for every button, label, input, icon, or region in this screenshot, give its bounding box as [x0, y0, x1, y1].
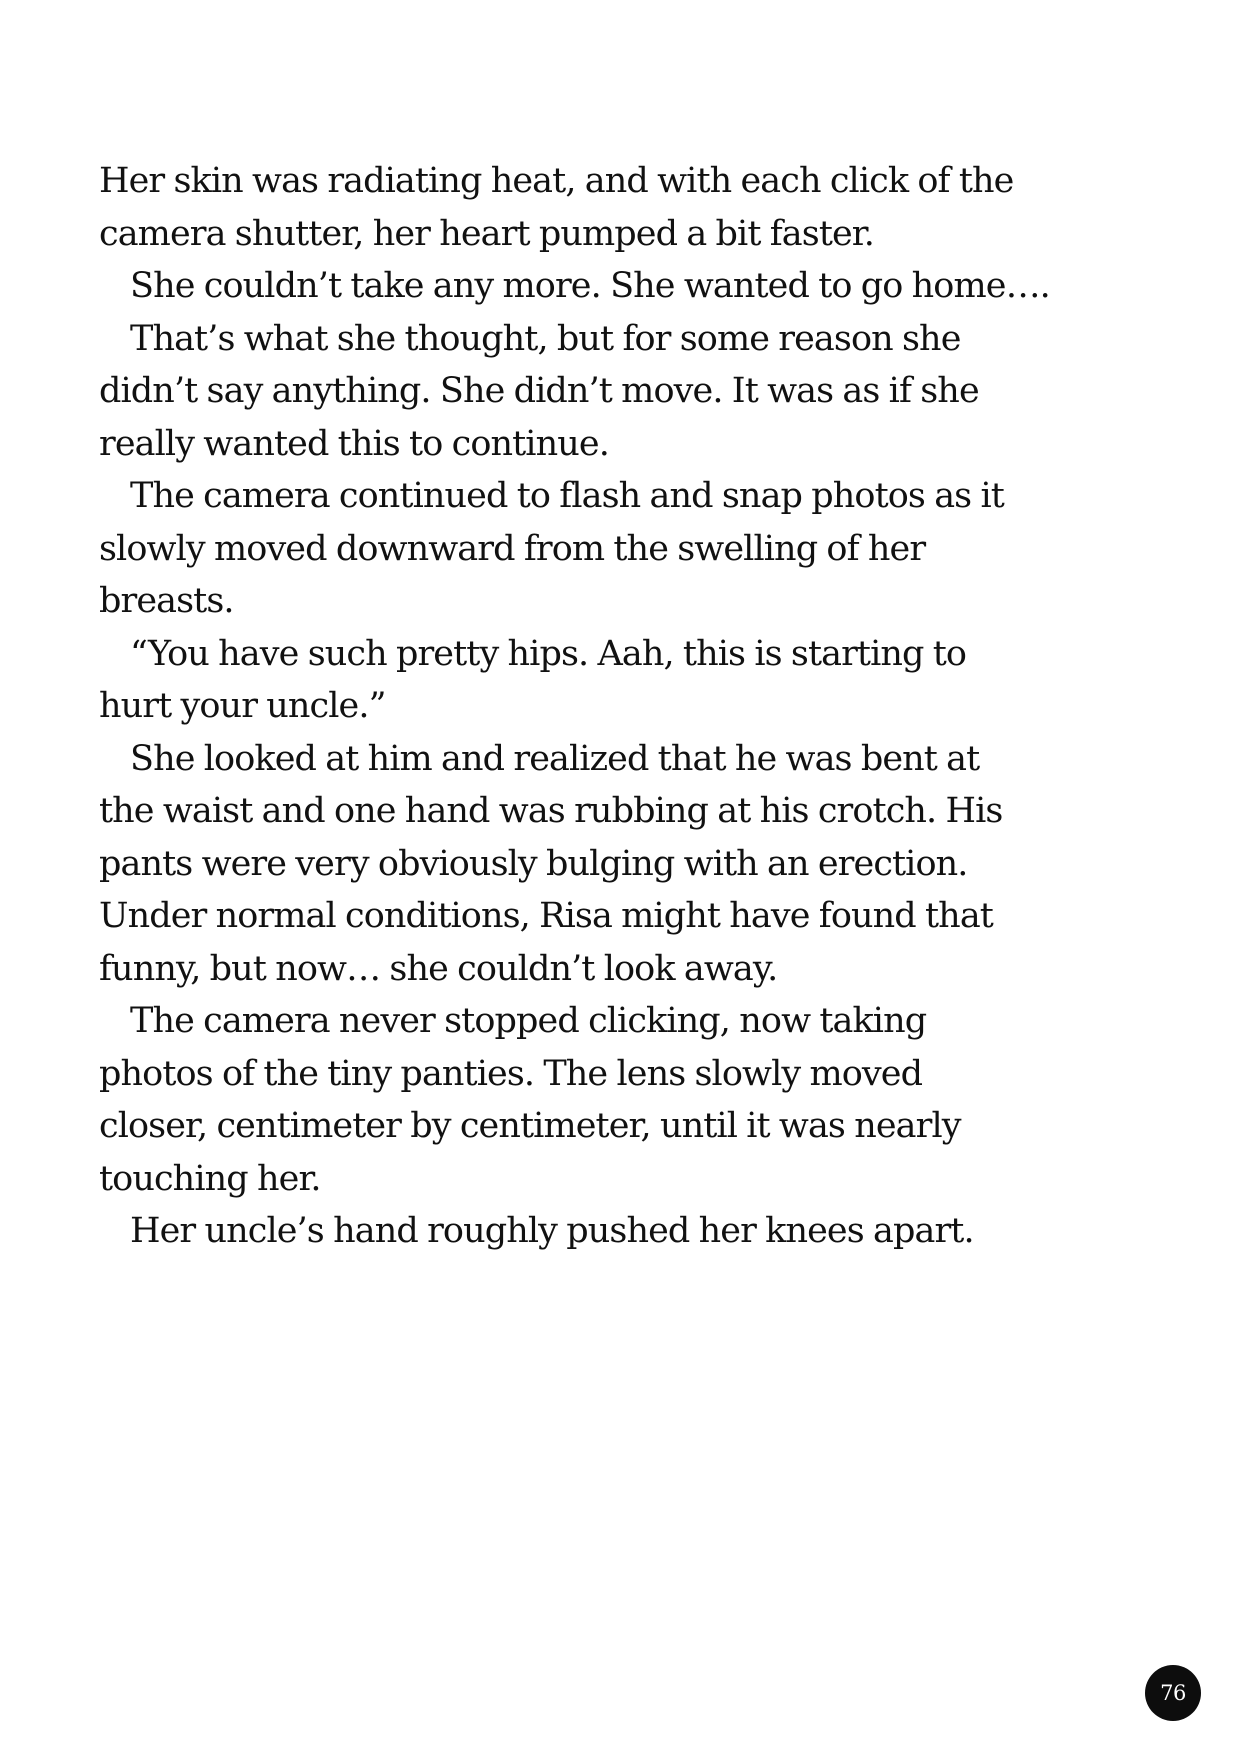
- text-line: slowly moved downward from the swelling of her: [99, 528, 926, 569]
- text-line: camera shutter, her heart pumped a bit faster.: [99, 213, 875, 254]
- page-text-body: [99, 155, 1179, 1258]
- page-number-badge: [1145, 1665, 1201, 1721]
- text-line: photos of the tiny panties. The lens slowly moved: [99, 1053, 923, 1094]
- text-line: She looked at him and realized that he was bent at: [130, 738, 980, 779]
- text-line: “You have such pretty hips. Aah, this is starting to: [130, 633, 967, 674]
- text-line: pants were very obviously bulging with an erection.: [99, 843, 968, 884]
- text-line: hurt your uncle.”: [99, 686, 386, 726]
- text-line: the waist and one hand was rubbing at his crotch. His: [99, 791, 1003, 831]
- text-line: Her skin was radiating heat, and with each click of the: [99, 161, 1014, 201]
- text-line: breasts.: [99, 581, 234, 621]
- text-line: The camera never stopped clicking, now taking: [130, 1001, 927, 1041]
- text-line: She couldn’t take any more. She wanted to go home….: [130, 266, 1050, 306]
- text-line: That’s what she thought, but for some reason she: [130, 318, 961, 359]
- page-number: 76: [1160, 1681, 1186, 1705]
- text-line: touching her.: [99, 1158, 321, 1199]
- text-line: Her uncle’s hand roughly pushed her knees apart.: [130, 1211, 974, 1251]
- text-line: Under normal conditions, Risa might have found that: [99, 896, 993, 936]
- text-line: didn’t say anything. She didn’t move. It was as if she: [99, 371, 979, 411]
- text-line: The camera continued to flash and snap photos as it: [130, 476, 1004, 516]
- text-line: closer, centimeter by centimeter, until it was nearly: [99, 1106, 961, 1146]
- text-line: funny, but now… she couldn’t look away.: [99, 948, 778, 989]
- text-line: really wanted this to continue.: [99, 423, 609, 464]
